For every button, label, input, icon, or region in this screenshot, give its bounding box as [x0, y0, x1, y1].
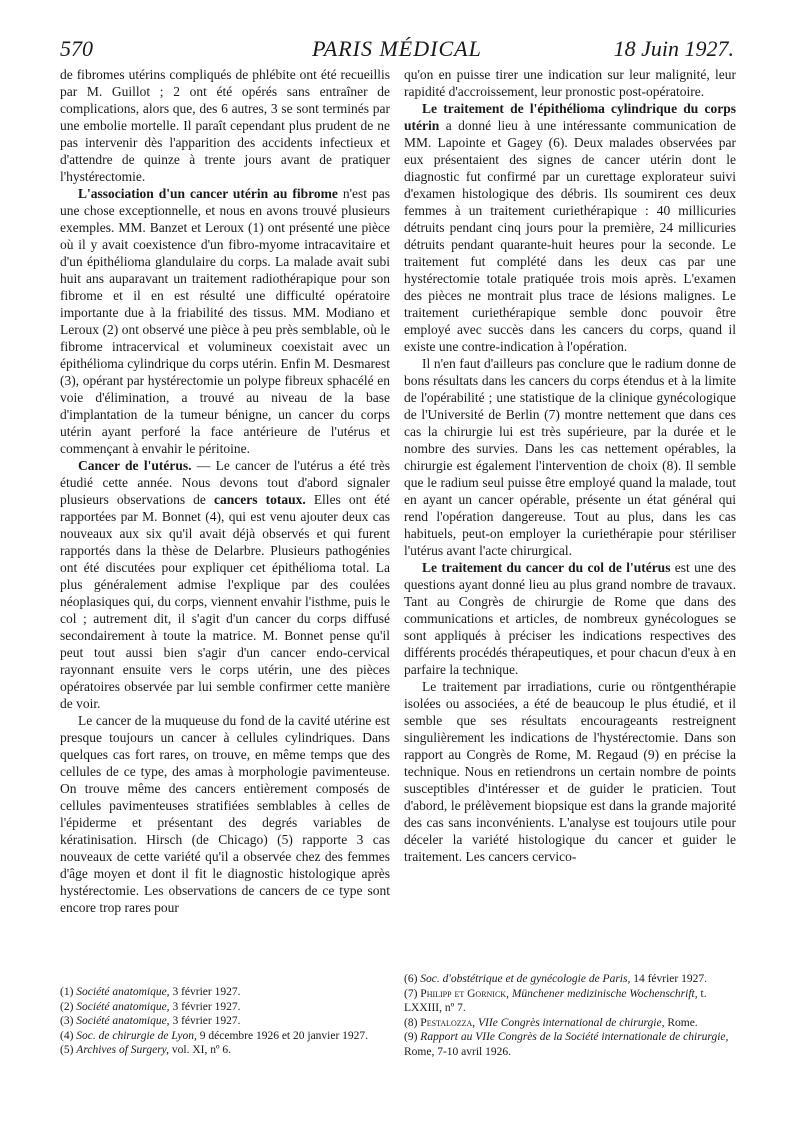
section-heading: Cancer de l'utérus.	[78, 458, 192, 473]
paragraph	[404, 100, 736, 355]
paragraph	[60, 457, 390, 712]
bold-lead: Le traitement de l'épithélioma cylindrique du corps utérin	[404, 101, 736, 133]
footnotes-right	[404, 972, 736, 1059]
footnote: (9) Rapport au VIIe Congrès de la Société internationale de chirurgie, Rome, 7-10 avril 1926.	[404, 1031, 729, 1058]
left-column	[60, 66, 390, 916]
bold-term: cancers totaux.	[214, 492, 306, 507]
bold-lead: L'association d'un cancer utérin au fibrome	[78, 186, 338, 201]
footnote: (7) Philipp et Gornick, Münchener medizinische Wochenschrift, t. LXXIII, nº 7.	[404, 987, 707, 1014]
paragraph: qu'on en puisse tirer une indication sur leur malignité, leur rapidité d'accroissement, leur pronostic post-opératoire.	[404, 67, 736, 99]
paragraph	[404, 559, 736, 678]
paragraph	[60, 185, 390, 457]
journal-title: PARIS MÉDICAL	[312, 36, 482, 61]
footnote: (8) Pestalozza, VIIe Congrès international de chirurgie, Rome.	[404, 1016, 698, 1029]
paragraph: de fibromes utérins compliqués de phlébite ont été recueillis par M. Guillot ; 2 ont été opérés sans entraîner de complications, alors que, des 6 autres, 3 se sont terminés par une embolie mortelle. Il paraît cependant plus prudent de ne pas intervenir dès l'apparition des accidents infectieux et d'attendre de quinze à trente jours avant de pratiquer l'hystérectomie.	[60, 67, 390, 184]
page-number: 570	[60, 36, 93, 61]
footnotes-left	[60, 985, 390, 1058]
paragraph-text: — Le cancer de l'utérus a été très étudié cette année. Nous devons tout d'abord signaler plusieurs observations de	[60, 458, 390, 507]
footnote: (2) Société anatomique, 3 février 1927.	[60, 1000, 241, 1013]
paragraph-text: n'est pas une chose exceptionnelle, et nous en avons trouvé plusieurs exemples. MM. Banzet et Leroux (1) ont présenté une pièce où il y avait coexistence d'un fibro-myome intracavitaire et d'un épithélioma glandulaire du corps. La malade avait subi huit ans auparavant un traitement radiothérapique pour son fibrome et il en est résulté une difficulté opératoire importante due à la friabilité des tissus. MM. Modiano et Leroux (2) ont observé une pièce à peu près semblable, où le fibrome intracervical et volumineux coexistait avec un épithélioma cylindrique du corps utérin. Enfin M. Desmarest (3), opérant par hystérectomie un polype fibreux sphacélé en voie d'élimination, a trouvé au niveau de la base d'implantation de la tumeur bénigne, un cancer du corps utérin ayant perforé la face antérieure de l'utérus et commençant à envahir le péritoine.	[60, 186, 390, 456]
footnote: (3) Société anatomique, 3 février 1927.	[60, 1015, 241, 1027]
paragraph: Il n'en faut d'ailleurs pas conclure que le radium donne de bons résultats dans les cancers du corps étendus et à la limite de l'opérabilité ; une statistique de la clinique gynécologique de l'Université de Berlin (7) montre nettement que dans ces cas la chirurgie lui est très supérieure, par la durée et le nombre des survies. Dans les cas nettement opérables, la chirurgie est également l'intervention de choix (8). Il semble que le radium seul puisse être employé quand la malade, tout en ayant un cancer opérable, présente un état général qui rend l'opération dangereuse. Tout au plus, dans les cas habituels, peut-on employer la curiethérapie pour stériliser l'utérus avant l'acte chirurgical.	[404, 356, 736, 558]
footnote: (4) Soc. de chirurgie de Lyon, 9 décembre 1926 et 20 janvier 1927.	[60, 1029, 369, 1042]
issue-date: 18 Juin 1927.	[613, 36, 734, 61]
paragraph: Le traitement par irradiations, curie ou röntgenthérapie isolées ou associées, a été de beaucoup le plus étudié, et il semble que ses résultats encourageants restreignent singulièrement les indications de l'hystérectomie. Dans son rapport au Congrès de Rome, M. Regaud (9) en précise la technique. Nous en retiendrons un certain nombre de points susceptibles d'intéresser et de guider le praticien. Tout d'abord, le prélèvement biopsique est dans la grande majorité des cas sans inconvénients. L'analyse est toujours utile pour déceler la variété histologique du cancer et guider le traitement. Les cancers cervico-	[404, 679, 736, 864]
paragraph-text: est une des questions ayant donné lieu au plus grand nombre de travaux. Tant au Congrès de chirurgie de Rome que dans des communications et articles, de nombreux gynécologues se sont appliqués à préciser les indications respectives des différents procédés thérapeutiques, et pour chacun d'eux à en parfaire la technique.	[404, 560, 736, 677]
paragraph: Le cancer de la muqueuse du fond de la cavité utérine est presque toujours un cancer à cellules cylindriques. Dans quelques cas fort rares, on trouve, en même temps que des cellules de ce type, des amas à morphologie pavimenteuse. On trouve même des cancers entièrement composés de cellules pavimenteuses stratifiées semblables à celles de l'épiderme et présentant des degrés variables de kératinisation. Hirsch (de Chicago) (5) rapporte 3 cas nouveaux de cette variété qu'il a observée chez des femmes d'âge moyen et dont il fit le diagnostic histologique après hystérectomie. Les observations de cancers de ce type sont encore trop rares pour	[60, 713, 390, 915]
page-header	[60, 36, 734, 70]
bold-lead: Le traitement du cancer du col de l'utérus	[422, 560, 671, 575]
paragraph-text: a donné lieu à une intéressante communication de MM. Lapointe et Gagey (6). Deux malades observées par eux présentaient des signes de cancer utérin dont le diagnostic fut confirmé par un curettage explorateur suivi d'examen histologique des débris. Ils soumirent ces deux femmes à un traitement curiethérapique : 40 millicuries détruits pendant cinq jours pour la première, 24 millicuries détruits pendant quarante-huit heures pour la seconde. Le traitement fut complété dans les deux cas par une hystérectomie totale pratiquée trois mois après. L'examen des pièces ne montrait plus trace de lésions malignes. Le traitement curiethérapique semble donc pouvoir être employé avec succès dans les cancers du corps, quand il existe une contre-indication à l'opération.	[404, 118, 736, 354]
footnote: (1) Société anatomique, 3 février 1927.	[60, 986, 241, 998]
paragraph-text: Elles ont été rapportées par M. Bonnet (4), qui est venu ajouter deux cas nouveaux aux six qu'il avait déjà observés et qui furent rapportés dans la thèse de Delarbre. Plusieurs pathogénies ont été discutées pour expliquer cet épithélioma total. La plus généralement admise l'explique par des coulées néoplasiques qui, du corps, viennent envahir l'isthme, puis le col ; autrement dit, il s'agit d'un cancer du corps diffusé secondairement à toute la matrice. M. Bonnet pense qu'il peut tout aussi bien s'agir d'un cancer endo-cervical rayonnant ensuite vers le corps utérin, une des pièces opératoires observée par lui semble confirmer cette manière de voir.	[60, 492, 390, 711]
right-column	[404, 66, 736, 865]
footnote: (5) Archives of Surgery, vol. XI, nº 6.	[60, 1044, 232, 1056]
footnote: (6) Soc. d'obstétrique et de gynécologie de Paris, 14 février 1927.	[404, 973, 707, 985]
